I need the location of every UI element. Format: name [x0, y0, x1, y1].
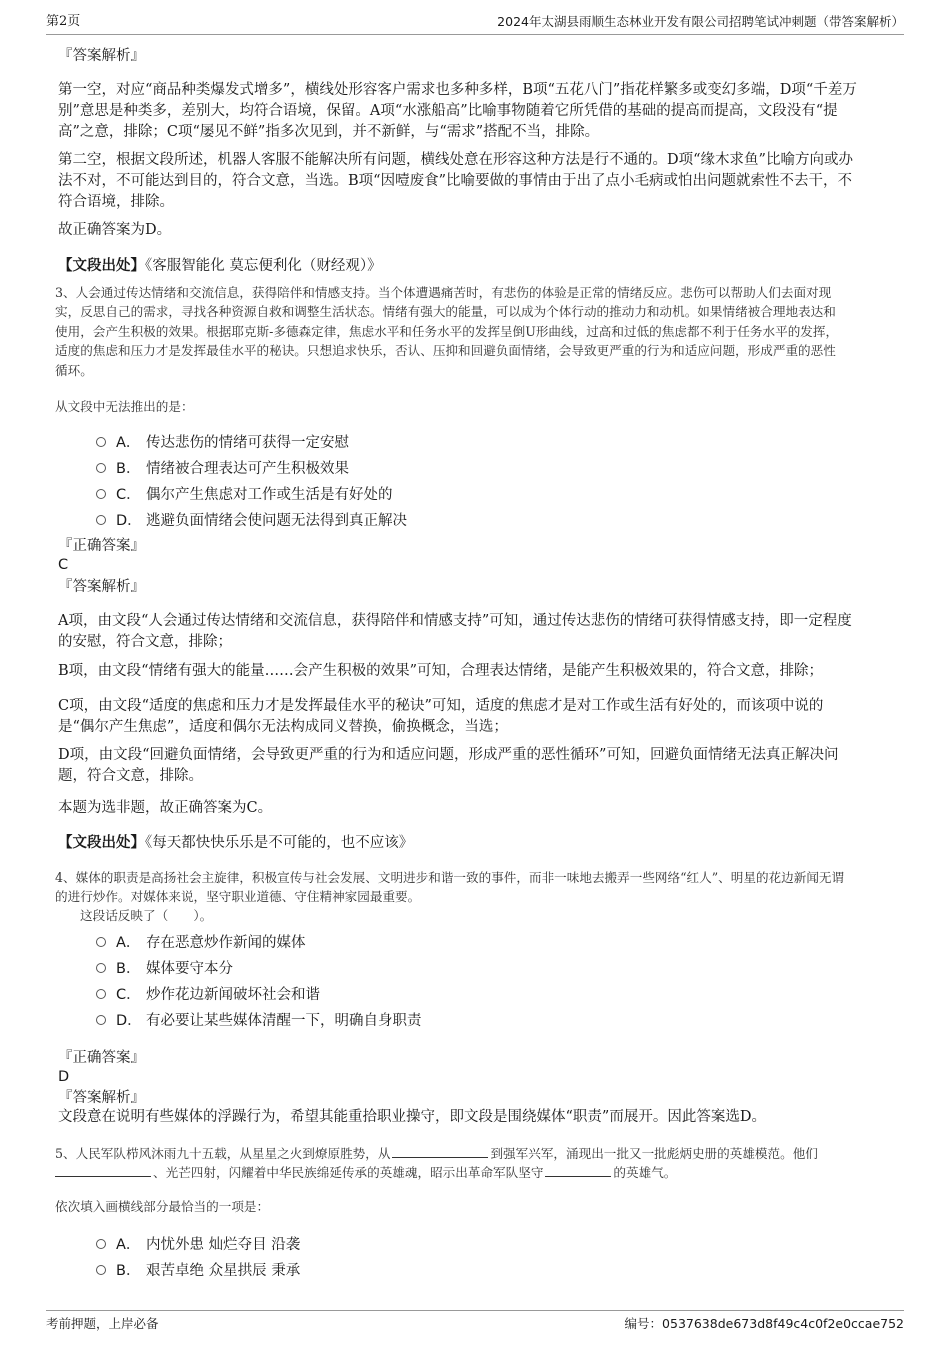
q4-stem-line: 的进行炒作。对媒体来说，坚守职业道德、守住精神家园最重要。 — [55, 889, 421, 904]
q3-analysis-line: A项，由文段“人会通过传达情绪和交流信息，获得陪伴和情感支持”可知，通过传达悲伤的情绪可获得情感支持，即一定程度 — [58, 613, 852, 629]
q4-option-b[interactable] — [96, 957, 233, 978]
option-letter: D． — [116, 513, 142, 529]
q4-correct-label: 『正确答案』 — [58, 1050, 145, 1066]
q4-stem-line: 4、媒体的职责是高扬社会主旋律，积极宣传与社会发展、文明进步和谐一致的事件，而非一味地去搬弄一些网络“红人”、明星的花边新闻无谓 — [55, 870, 845, 885]
option-text: 情绪被合理表达可产生积极效果 — [146, 461, 349, 477]
q3-analysis-label: 『答案解析』 — [58, 579, 145, 595]
q3-stem-line: 使用，会产生积极的效果。根据耶克斯-多德森定律，焦虑水平和任务水平的发挥呈倒U形曲线，过高和过低的焦虑都不利于任务水平的发挥， — [55, 324, 839, 339]
option-text: 炒作花边新闻破坏社会和谐 — [146, 987, 320, 1003]
q2-para2-line: 第二空，根据文段所述，机器人客服不能解决所有问题，横线处意在形容这种方法是行不通的。D项“缘木求鱼”比喻方向或办 — [58, 152, 853, 168]
q3-stem-line: 3、人会通过传达情绪和交流信息，获得陪伴和情感支持。当个体遭遇痛苦时，有悲伤的体验是正常的情绪反应。悲伤可以帮助人们去面对现 — [55, 285, 832, 300]
document-id: 编号：0537638de673d8f49c4c0f2e0ccae752 — [624, 1316, 904, 1331]
q3-question: 从文段中无法推出的是： — [55, 399, 194, 414]
q4-question: 这段话反映了（ ）。 — [80, 908, 213, 923]
q5-stem-line — [55, 1143, 818, 1164]
q4-analysis-label: 『答案解析』 — [58, 1090, 145, 1106]
option-text: 存在恶意炒作新闻的媒体 — [146, 935, 306, 951]
option-letter: A． — [116, 435, 141, 451]
q3-conclusion: 本题为选非题，故正确答案为C。 — [58, 800, 273, 816]
option-letter: D． — [116, 1013, 142, 1029]
option-letter: C． — [116, 987, 141, 1003]
page-number: 第2页 — [46, 14, 81, 29]
q3-source-label: 【文段出处】 — [58, 834, 145, 851]
q3-option-b[interactable] — [96, 457, 349, 478]
option-text: 逃避负面情绪会使问题无法得到真正解决 — [146, 513, 407, 529]
option-text: 偶尔产生焦虑对工作或生活是有好处的 — [146, 487, 393, 503]
q4-option-d[interactable] — [96, 1009, 422, 1030]
q2-para2-line: 法不对，不可能达到目的，符合文意，当选。B项“因噎废食”比喻要做的事情由于出了点小毛病或怕出问题就索性不去干，不 — [58, 173, 852, 189]
q2-source-label: 【文段出处】 — [58, 257, 145, 274]
q5-option-b[interactable] — [96, 1259, 300, 1280]
q3-stem-line: 循环。 — [55, 363, 93, 378]
q5-blank-1[interactable] — [392, 1143, 488, 1158]
radio-button-icon[interactable] — [96, 1239, 106, 1249]
q5-stem-d: 的英雄气。 — [613, 1165, 677, 1180]
q3-option-c[interactable] — [96, 483, 393, 504]
q3-option-a[interactable] — [96, 431, 349, 452]
q3-analysis-line: D项，由文段“回避负面情绪，会导致更严重的行为和适应问题，形成严重的恶性循环”可知，回避负面情绪无法真正解决问 — [58, 747, 839, 763]
option-letter: C． — [116, 487, 141, 503]
footer-slogan: 考前押题，上岸必备 — [46, 1316, 159, 1331]
q4-correct-answer: D — [58, 1069, 70, 1085]
q3-analysis-line: B项，由文段“情绪有强大的能量……会产生积极的效果”可知，合理表达情绪，是能产生积极效果的，符合文意，排除； — [58, 663, 823, 679]
q5-option-a[interactable] — [96, 1233, 300, 1254]
q5-blank-3[interactable] — [545, 1162, 611, 1177]
option-letter: A． — [116, 935, 141, 951]
q2-para1-line: 高”之意，排除；C项“屡见不鲜”指多次见到，并不新鲜，与“需求”搭配不当，排除。 — [58, 124, 600, 140]
q5-stem-line — [55, 1162, 676, 1183]
q3-analysis-line: 的安慰，符合文意，排除； — [58, 634, 232, 650]
option-letter: A． — [116, 1237, 141, 1253]
option-letter: B． — [116, 1263, 141, 1279]
radio-button-icon[interactable] — [96, 989, 106, 999]
radio-button-icon[interactable] — [96, 463, 106, 473]
q2-para2-line: 符合语境，排除。 — [58, 194, 174, 210]
q4-option-a[interactable] — [96, 931, 306, 952]
q3-source-title: 《每天都快快乐乐是不可能的，也不应该》 — [145, 835, 414, 851]
page-header — [46, 12, 904, 35]
document-title: 2024年太湖县雨顺生态林业开发有限公司招聘笔试冲刺题（带答案解析） — [497, 14, 904, 29]
q2-conclusion: 故正确答案为D。 — [58, 222, 172, 238]
q5-question: 依次填入画横线部分最恰当的一项是： — [55, 1199, 270, 1214]
q5-stem-b: 到强军兴军，涌现出一批又一批彪炳史册的英雄模范。他们 — [490, 1146, 818, 1161]
q2-para1-line: 第一空，对应“商品种类爆发式增多”，横线处形容客户需求也多种多样，B项“五花八门”指花样繁多或变幻多端，D项“千差万 — [58, 82, 857, 98]
q3-correct-label: 『正确答案』 — [58, 538, 145, 554]
option-text: 传达悲伤的情绪可获得一定安慰 — [146, 435, 349, 451]
q3-correct-answer: C — [58, 557, 69, 573]
radio-button-icon[interactable] — [96, 489, 106, 499]
q3-analysis-line: 题，符合文意，排除。 — [58, 768, 203, 784]
q3-analysis-line: 是“偶尔产生焦虑”，适度和偶尔无法构成同义替换，偷换概念，当选； — [58, 719, 508, 735]
radio-button-icon[interactable] — [96, 1265, 106, 1275]
radio-button-icon[interactable] — [96, 515, 106, 525]
q2-source — [58, 255, 382, 277]
q5-stem-c: 、光芒四射，闪耀着中华民族绵延传承的英雄魂，昭示出革命军队坚守 — [153, 1165, 544, 1180]
q5-stem-a: 5、人民军队栉风沐雨九十五载，从星星之火到燎原胜势，从 — [55, 1146, 391, 1161]
q3-stem-line: 适度的焦虑和压力才是发挥最佳水平的秘诀。只想追求快乐，否认、压抑和回避负面情绪，会导致更严重的行为和适应问题，形成严重的恶性 — [55, 343, 836, 358]
option-text: 艰苦卓绝 众星拱辰 秉承 — [146, 1263, 301, 1279]
q4-analysis: 文段意在说明有些媒体的浮躁行为，希望其能重拾职业操守，即文段是围绕媒体“职责”而展开。因此答案选D。 — [58, 1109, 766, 1125]
q4-option-c[interactable] — [96, 983, 320, 1004]
option-text: 媒体要守本分 — [146, 961, 233, 977]
radio-button-icon[interactable] — [96, 937, 106, 947]
q2-para1-line: 别”意思是种类多，差别大，均符合语境，保留。A项“水涨船高”比喻事物随着它所凭借的基础的提高而提高，文段没有“提 — [58, 103, 838, 119]
q3-stem-line: 实，反思自己的需求，寻找各种资源自救和调整生活状态。情绪有强大的能量，可以成为个体行动的推动力和动机。如果情绪被合理地表达和 — [55, 304, 836, 319]
option-text: 有必要让某些媒体清醒一下，明确自身职责 — [146, 1013, 422, 1029]
radio-button-icon[interactable] — [96, 1015, 106, 1025]
q3-analysis-line: C项，由文段“适度的焦虑和压力才是发挥最佳水平的秘诀”可知，适度的焦虑才是对工作或生活有好处的，而该项中说的 — [58, 698, 824, 714]
option-text: 内忧外患 灿烂夺目 沿袭 — [146, 1237, 301, 1253]
q5-blank-2[interactable] — [55, 1162, 151, 1177]
option-letter: B． — [116, 961, 141, 977]
q2-source-title: 《客服智能化 莫忘便利化（财经观）》 — [145, 258, 382, 274]
q3-source — [58, 832, 413, 854]
radio-button-icon[interactable] — [96, 437, 106, 447]
q3-option-d[interactable] — [96, 509, 407, 530]
page-footer — [46, 1310, 904, 1335]
radio-button-icon[interactable] — [96, 963, 106, 973]
q2-analysis-label: 『答案解析』 — [58, 48, 145, 64]
option-letter: B． — [116, 461, 141, 477]
